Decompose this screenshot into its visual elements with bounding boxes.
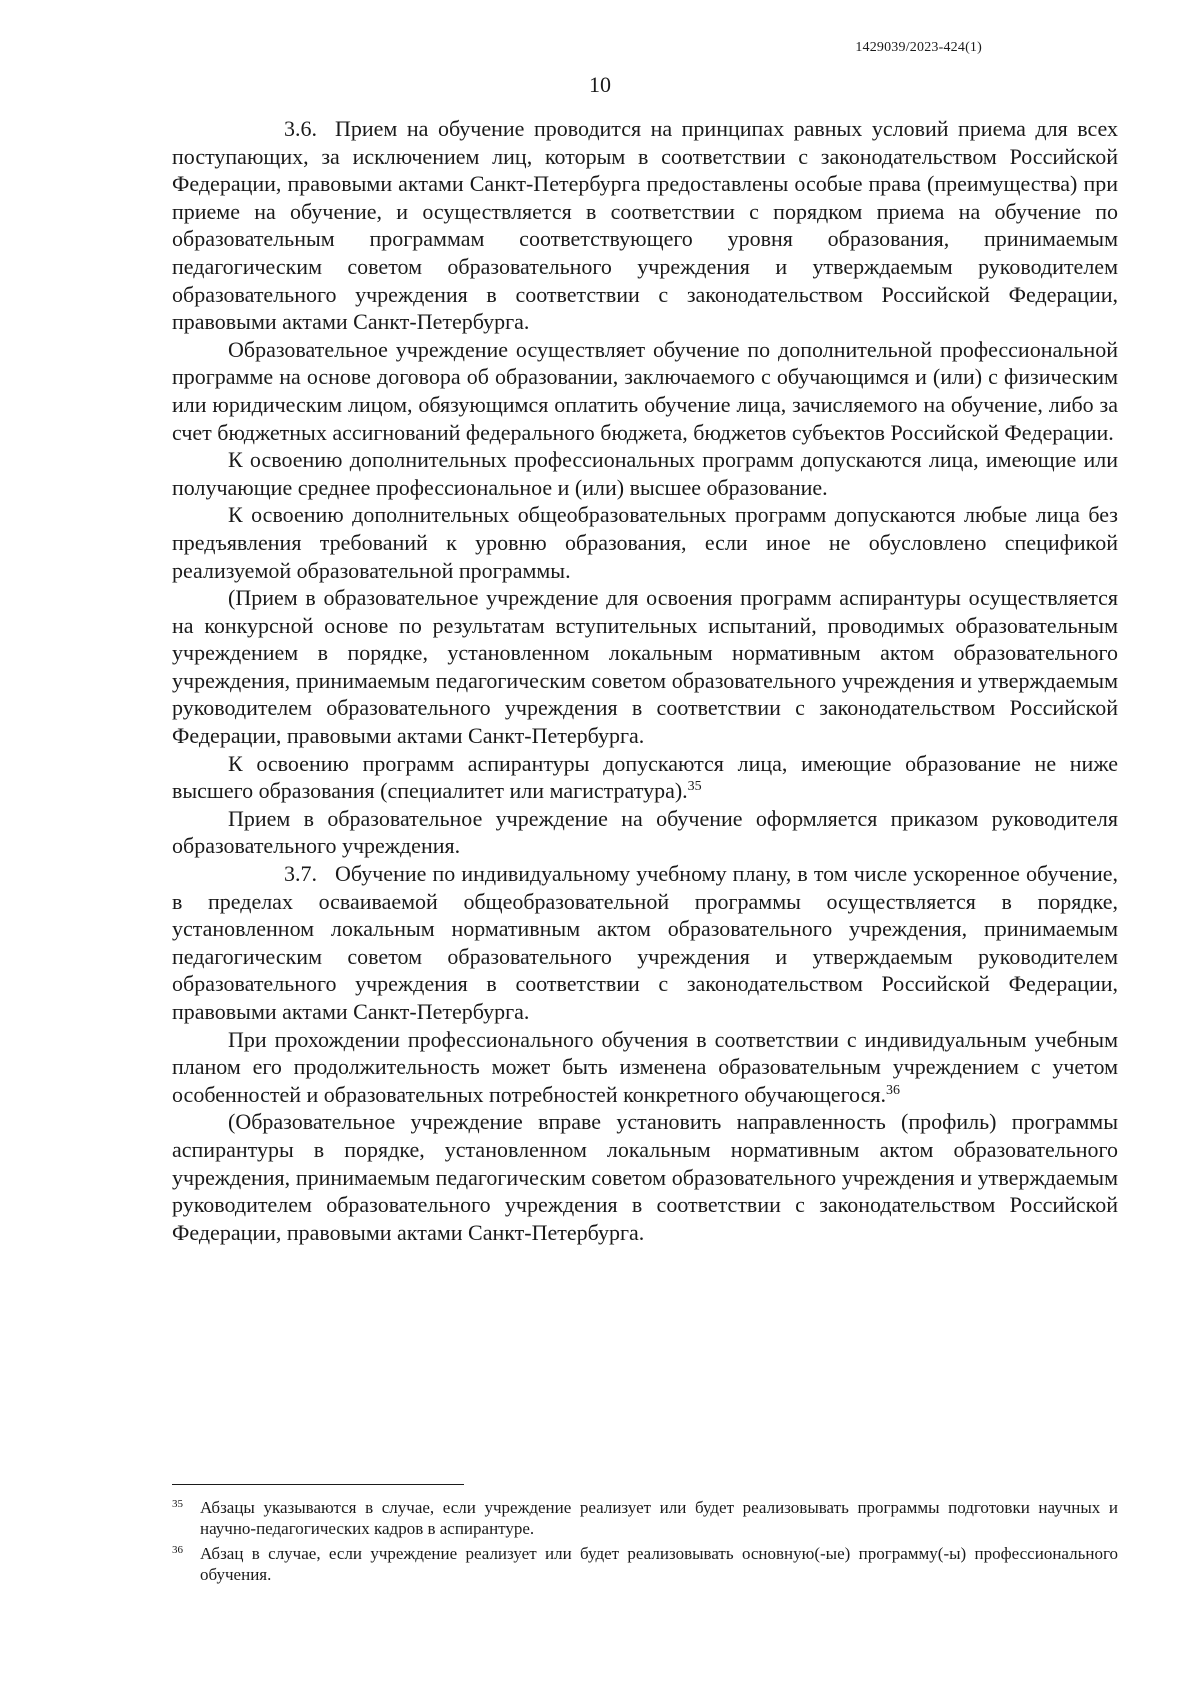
footnote-35 [172,1497,1118,1539]
paragraph-3-6 [172,115,1118,336]
footnote-text: Абзац в случае, если учреждение реализует или будет реализовывать основную(-ые) программу(-ы) профессионального обучения. [200,1544,1118,1584]
paragraph [172,336,1118,446]
paragraph [172,501,1118,584]
paragraph-text: (Прием в образовательное учреждение для освоения программ аспирантуры осуществляется на конкурсной основе по результатам вступительных испытаний, проводимых образовательным учреждением в порядке, установленном локальным нормативным актом образовательного учреждения, принимаемым педагогическим советом образовательного учреждения и утверждаемым руководителем образовательного учреждения в соответствии с законодательством Российской Федерации, правовыми актами Санкт-Петербурга. [172,585,1118,749]
clause-number: 3.6. [284,116,317,141]
paragraph [172,805,1118,860]
footnotes [172,1497,1118,1589]
clause-number: 3.7. [284,861,317,887]
paragraph [172,1026,1118,1109]
paragraph-text: К освоению программ аспирантуры допускаются лица, имеющие образование не ниже высшего образования (специалитет или магистратура). [172,750,1118,804]
paragraph [172,750,1118,805]
document-code: 1429039/2023-424(1) [855,40,982,55]
footnote-separator [172,1484,464,1485]
footnote-reference[interactable]: 36 [885,1082,900,1098]
paragraph [172,1108,1118,1246]
paragraph-text: К освоению дополнительных общеобразовательных программ допускаются любые лица без предъявления требований к уровню образования, если иное не обусловлено спецификой реализуемой образовательной программы. [172,502,1118,583]
footnote-mark: 35 [172,1498,183,1510]
document-body [172,115,1118,1246]
paragraph-text: При прохождении профессионального обучения в соответствии с индивидуальным учебным планом его продолжительность может быть изменена образовательным учреждением с учетом особенностей и образовательных потребностей конкретного обучающегося. [172,1026,1118,1107]
footnote-36 [172,1543,1118,1585]
paragraph [172,584,1118,750]
paragraph-3-7 [172,860,1118,1026]
footnote-text: Абзацы указываются в случае, если учреждение реализует или будет реализовывать программы подготовки научных и научно-педагогических кадров в аспирантуре. [200,1498,1118,1538]
paragraph-text: Обучение по индивидуальному учебному плану, в том числе ускоренное обучение, в пределах осваиваемой общеобразовательной программы осуществляется в порядке, установленном локальным нормативным актом образовательного учреждения, принимаемым педагогическим советом образовательного учреждения и утверждаемым руководителем образовательного учреждения в соответствии с законодательством Российской Федерации, правовыми актами Санкт-Петербурга. [172,861,1118,1024]
footnote-reference[interactable]: 35 [687,779,702,795]
footnote-mark: 36 [172,1544,183,1556]
paragraph-text: К освоению дополнительных профессиональных программ допускаются лица, имеющие или получающие среднее профессиональное и (или) высшее образование. [172,447,1118,500]
paragraph-text: Прием в образовательное учреждение на обучение оформляется приказом руководителя образовательного учреждения. [172,805,1118,859]
page-number: 10 [589,72,611,97]
paragraph-text: (Образовательное учреждение вправе установить направленность (профиль) программы аспирантуры в порядке, установленном локальным нормативным актом образовательного учреждения, принимаемым педагогическим советом образовательного учреждения и утверждаемым руководителем образовательного учреждения в соответствии с законодательством Российской Федерации, правовыми актами Санкт-Петербурга. [172,1109,1118,1245]
paragraph-text: Образовательное учреждение осуществляет обучение по дополнительной профессиональной программе на основе договора об образовании, заключаемого с обучающимся и (или) с физическим или юридическим лицом, обязующимся оплатить обучение лица, зачисляемого на обучение, либо за счет бюджетных ассигнований федерального бюджета, бюджетов субъектов Российской Федерации. [172,336,1118,445]
paragraph [172,446,1118,501]
paragraph-text: Прием на обучение проводится на принципах равных условий приема для всех поступающих, за исключением лиц, которым в соответствии с законодательством Российской Федерации, правовыми актами Санкт-Петербурга предоставлены особые права (преимущества) при приеме на обучение, и осуществляется в соответствии с порядком приема на обучение по образовательным программам соответствующего уровня образования, принимаемым педагогическим советом образовательного учреждения и утверждаемым руководителем образовательного учреждения в соответствии с законодательством Российской Федерации, правовыми актами Санкт-Петербурга. [172,116,1118,335]
